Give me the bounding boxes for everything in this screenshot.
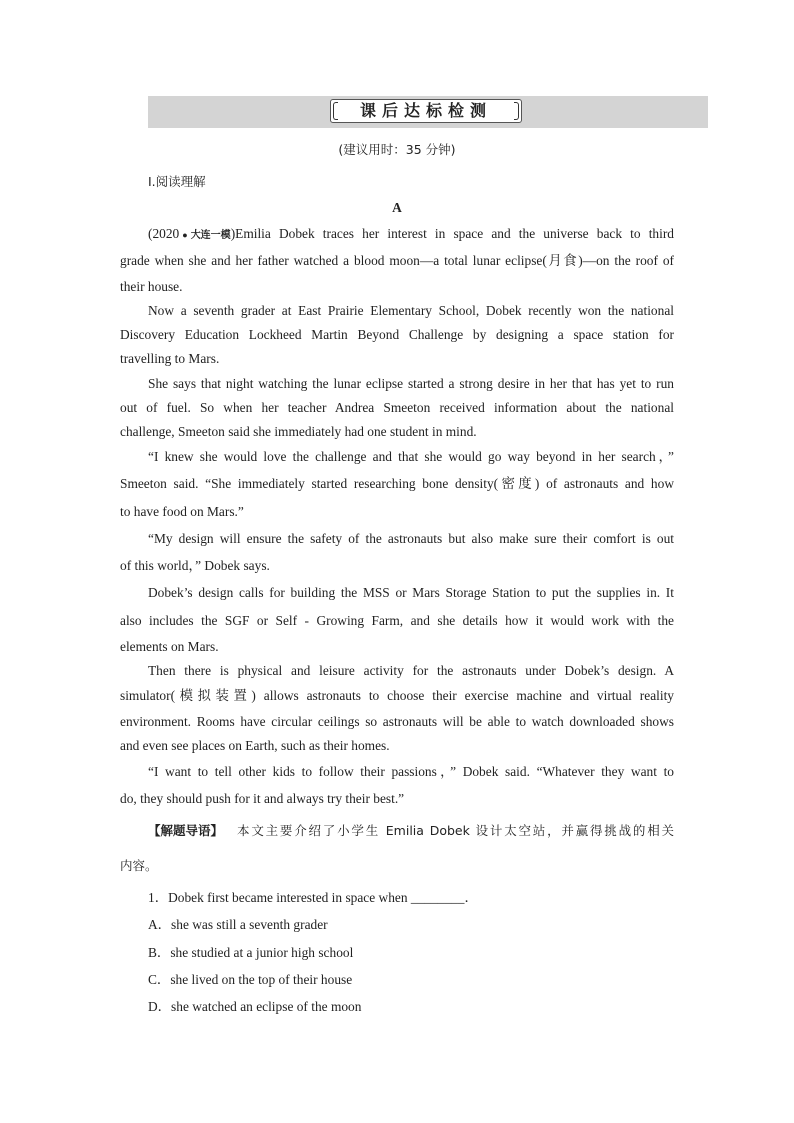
passage-line: “I knew she would love the challenge and that she would go way beyond in her search，” — [148, 449, 674, 464]
option-b: B．she studied at a junior high school — [148, 945, 354, 960]
passage-line: grade when she and her father watched a blood moon—a total lunar eclipse(月食)—on the roof of — [120, 253, 674, 268]
source-year: (2020 — [148, 226, 180, 241]
passage-letter: A — [392, 200, 402, 215]
passage-line: She says that night watching the lunar eclipse started a strong desire in her that has yet to run — [148, 376, 674, 391]
option-d: D．she watched an eclipse of the moon — [148, 999, 362, 1014]
passage-line: their house. — [120, 279, 183, 294]
passage-line: Dobek’s design calls for building the MSS or Mars Storage Station to put the supplies in. It — [148, 585, 674, 600]
passage-line: of this world，” Dobek says. — [120, 558, 270, 573]
source-name: 大连一模 — [190, 230, 231, 241]
guide-line — [148, 822, 674, 840]
guide-text: 本文主要介绍了小学生 Emilia Dobek 设计太空站，并赢得挑战的相关 — [237, 823, 674, 838]
title-banner — [148, 96, 708, 128]
passage-line: travelling to Mars. — [120, 351, 220, 366]
page-title: 课后达标检测 — [330, 99, 522, 123]
guide-text: 内容。 — [120, 858, 158, 873]
bullet-dot: ● — [182, 230, 188, 240]
passage-line: challenge, Smeeton said she immediately had one student in mind. — [120, 424, 477, 439]
passage-line: “My design will ensure the safety of the astronauts but also make sure their comfort is out — [148, 531, 674, 546]
option-c: C．she lived on the top of their house — [148, 972, 353, 987]
passage-line: to have food on Mars.” — [120, 504, 244, 519]
passage-line: “I want to tell other kids to follow their passions，” Dobek said. “Whatever they want to — [148, 764, 674, 779]
passage-line: Now a seventh grader at East Prairie Elementary School, Dobek recently won the national — [148, 303, 674, 318]
passage-line: Then there is physical and leisure activity for the astronauts under Dobek’s design. A — [148, 663, 674, 678]
passage-line: out of fuel. So when her teacher Andrea Smeeton received information about the national — [120, 400, 674, 415]
guide-tag: 【解题导语】 — [148, 823, 224, 838]
passage-text: )Emilia Dobek traces her interest in space and the universe back to third — [230, 226, 674, 241]
passage-line: Smeeton said. “She immediately started researching bone density(密度) of astronauts and how — [120, 476, 674, 491]
option-a: A．she was still a seventh grader — [148, 917, 328, 932]
passage-line: also includes the SGF or Self - Growing Farm, and she details how it would work with the — [120, 613, 674, 628]
passage-line: environment. Rooms have circular ceilings so astronauts will be able to watch downloaded shows — [120, 714, 674, 729]
passage-line: and even see places on Earth, such as their homes. — [120, 738, 390, 753]
passage-line: simulator(模拟装置) allows astronauts to choose their exercise machine and virtual reality — [120, 688, 674, 703]
passage-line: Discovery Education Lockheed Martin Beyond Challenge by designing a space station for — [120, 327, 674, 342]
passage-line: elements on Mars. — [120, 639, 219, 654]
passage-line — [148, 225, 674, 245]
section-label: Ⅰ.阅读理解 — [148, 174, 206, 189]
question-stem: 1．Dobek first became interested in space when ________． — [148, 890, 478, 905]
time-note: (建议用时：35 分钟) — [338, 142, 456, 157]
passage-line: do, they should push for it and always try their best.” — [120, 791, 405, 806]
